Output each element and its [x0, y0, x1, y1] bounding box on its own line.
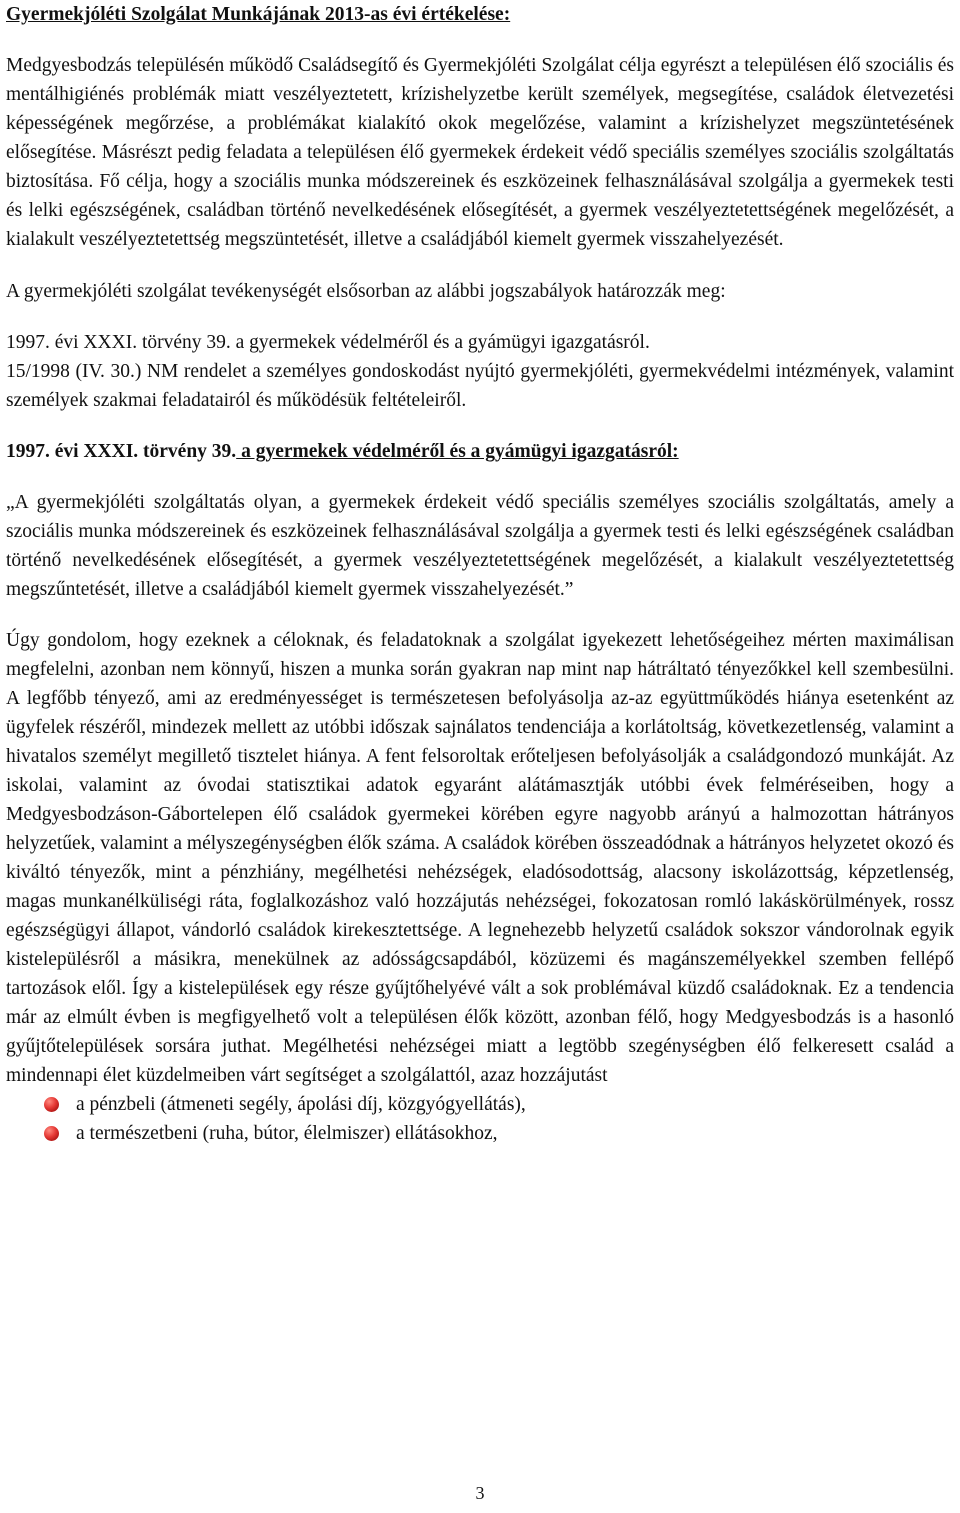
spacer: [6, 415, 954, 437]
section-heading: [6, 437, 954, 466]
spacer: [6, 29, 954, 51]
section-heading-law: 1997. évi XXXI. törvény 39.: [6, 441, 237, 462]
law-reference-2: 15/1998 (IV. 30.) NM rendelet a személyes gondoskodást nyújtó gyermekjóléti, gyermekvédelmi intézmények, valamint személyek szakmai feladatairól és működésük feltételeiről.: [6, 361, 954, 411]
spacer: [6, 254, 954, 277]
page-number: 3: [475, 1483, 485, 1503]
intro-paragraph: Medgyesbodzás településén működő Családsegítő és Gyermekjóléti Szolgálat célja egyrészt a településen élő szociális és mentálhigiénés problémák miatt veszélyeztetett, krízishelyzetbe került személyek, megsegítése, családok életvezetési képességének megőrzése, a problémákat kialakító okok megelőzése, valamint a krízishelyzet megszüntetésének elősegítése. Másrészt pedig feladata a településen élő gyermekek érdekeit védő speciális személyes szociális szolgáltatás biztosítása. Fő célja, hogy a szociális munka módszereinek és eszközeinek felhasználásával szolgálja a gyermekek testi és lelki egészségének, családban történő nevelkedésének elősegítését, a gyermek veszélyeztetettségének megelőzését, a kialakult veszélyeztetettség megszüntetését, illetve a családjából kiemelt gyermek visszahelyezését.: [6, 55, 954, 250]
document-title: Gyermekjóléti Szolgálat Munkájának 2013-as évi értékelése:: [6, 4, 511, 25]
list-item: [6, 1090, 954, 1119]
red-ball-bullet-icon: [44, 1097, 59, 1112]
spacer: [6, 306, 954, 328]
spacer: [6, 466, 954, 488]
red-ball-bullet-icon: [44, 1126, 59, 1141]
list-item-text: a pénzbeli (átmeneti segély, ápolási díj, közgyógyellátás),: [76, 1094, 526, 1115]
section-heading-subject: a gyermekek védelméről és a gyámügyi igazgatásról:: [236, 441, 679, 462]
spacer: [6, 604, 954, 626]
law-quote: „A gyermekjóléti szolgáltatás olyan, a gyermekek érdekeit védő speciális személyes szociális szolgáltatás, amely a szociális munka módszereinek és eszközeinek felhasználásával szolgálja a gyermek testi és lelki egészségének családban történő nevelkedésének elősegítését, a gyermek veszélyeztetettségének megelőzését, a kialakult veszélyeztetettség megszűntetését, illetve a családjából kiemelt gyermek visszahelyezését.”: [6, 492, 954, 600]
list-item: [6, 1119, 954, 1148]
document-page: [6, 0, 954, 1148]
evaluation-paragraph: Úgy gondolom, hogy ezeknek a céloknak, és feladatoknak a szolgálat igyekezett lehetőségeihez mérten maximálisan megfelelni, azonban nem könnyű, hiszen a munka során gyakran nap mint nap hátráltató tényezőkkel kell szembesülni. A legfőbb tényező, ami az eredményességet is természetesen befolyásolja az-az együttműködés hiánya esetenként az ügyfelek részéről, mindezek mellett az utóbbi időszak sajnálatos tendenciája a korlátoltság, következetlenség, valamint a hivatalos személyt megillető tisztelet hiánya. A fent felsoroltak erőteljesen befolyásolják a családgondozó munkáját. Az iskolai, valamint az óvodai statisztikai adatok egyaránt alátámasztják utóbbi évek felméréseiben, hogy a Medgyesbodzáson-Gábortelepen élő családok gyermekei körében egyre nagyobb arányú a halmozottan hátrányos helyzetűek, valamint a mélyszegénységben élők száma. A családok körében összeadódnak a hátrányos helyzetet okozó és kiváltó tényezők, mint a pénzhiány, megélhetési nehézségek, eladósodottság, alacsony iskolázottság, képzetlenség, magas munkanélküliségi ráta, foglalkozáshoz való hozzájutás nehézségei, fokozatosan romló lakáskörülmények, rossz egészségügyi állapot, vándorló családok kirekesztettsége. A legnehezebb helyzetű családok sokszor vándorolnak egyik kistelepülésről a másikra, menekülnek az adósságcsapdából, közüzemi és magánszemélyekkel szemben fellépő tartozások elől. Így a kistelepülések egy része gyűjtőhelyévé vált a sok problémával küzdő családoknak. Ez a tendencia már az elmúlt évben is megfigyelhető volt a településen élők között, azonban félő, hogy Medgyesbodzás is a hasonló gyűjtőtelepülések sorsára juthat. Megélhetési nehézségei miatt a legtöbb szegénységben élő felkeresett család a mindennapi élet küzdelmeiben várt segítséget a szolgálattól, azaz hozzájutást: [6, 630, 954, 1086]
law-reference-1: 1997. évi XXXI. törvény 39. a gyermekek védelméről és a gyámügyi igazgatásról.: [6, 332, 650, 353]
support-types-list: [6, 1090, 954, 1148]
list-item-text: a természetbeni (ruha, bútor, élelmiszer) ellátásokhoz,: [76, 1123, 498, 1144]
legal-basis-paragraph: A gyermekjóléti szolgálat tevékenységét elsősorban az alábbi jogszabályok határozzák meg:: [6, 281, 726, 302]
